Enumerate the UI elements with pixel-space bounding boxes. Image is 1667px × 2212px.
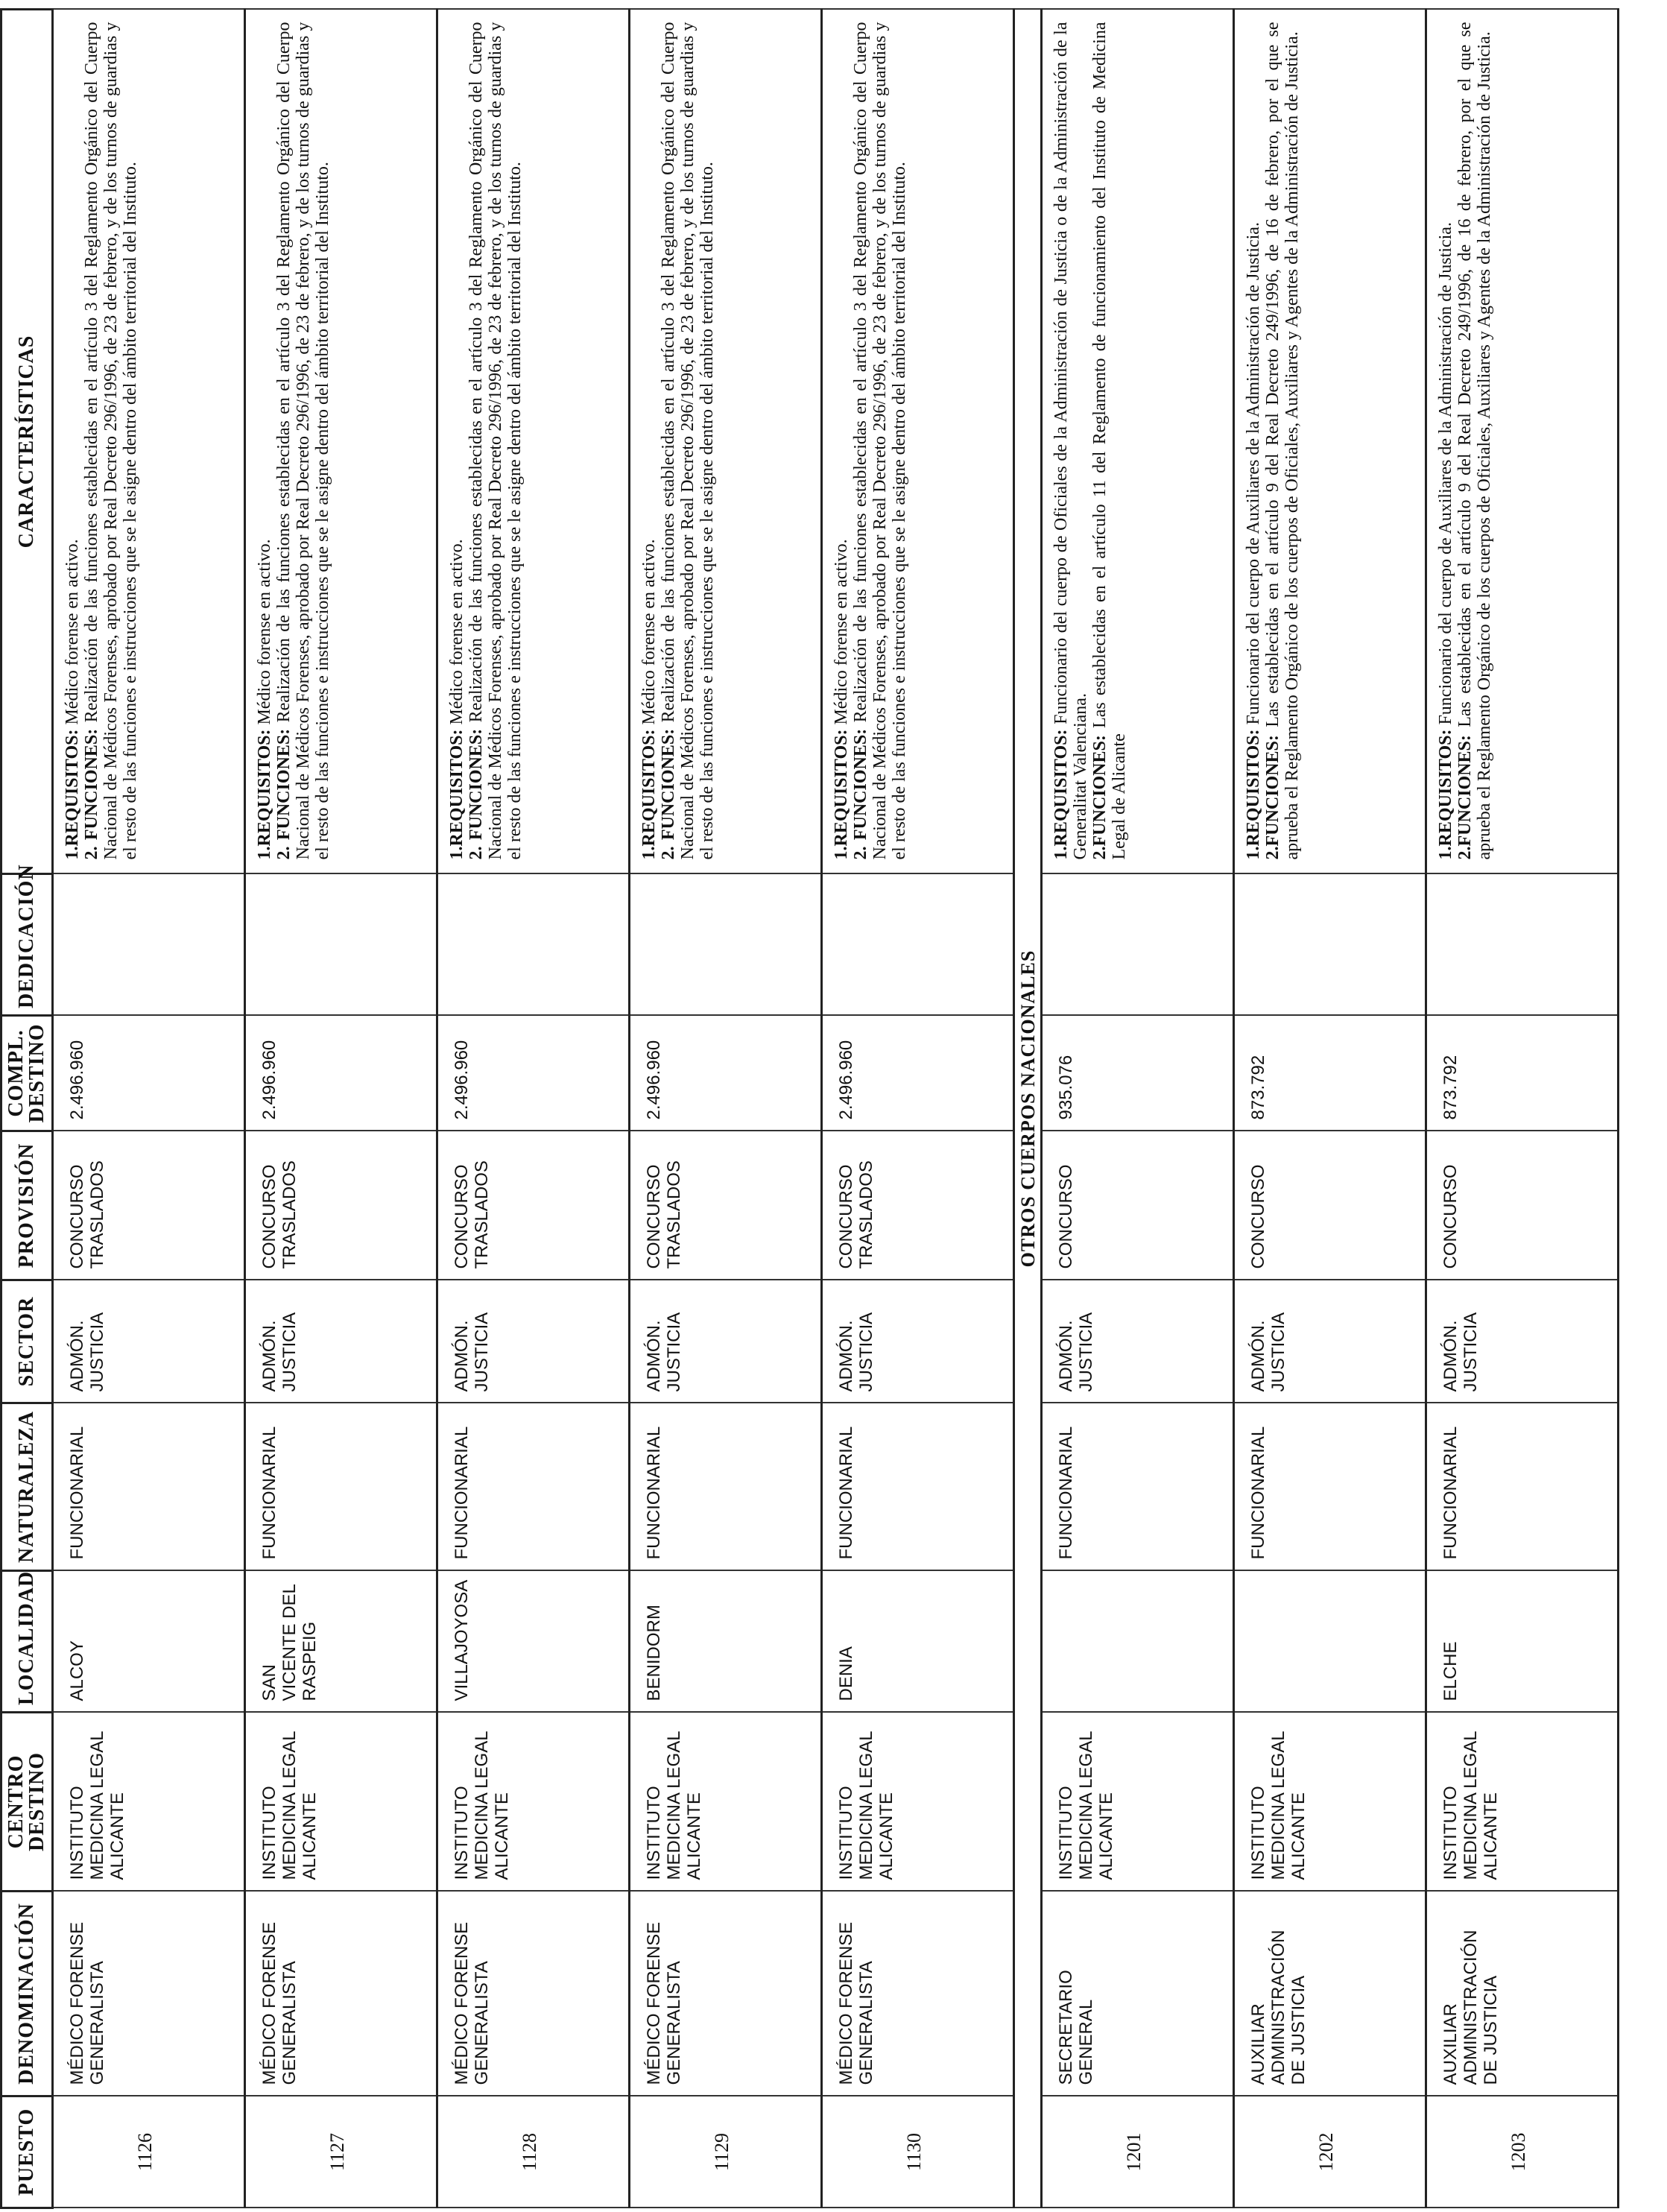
requisitos-text: Médico forense en activo. (639, 539, 659, 725)
cell-provision: CONCURSO (1426, 1131, 1619, 1280)
cell-dedicacion (245, 874, 437, 1016)
cell-denominacion: MÉDICO FORENSE GENERALISTA (630, 1892, 822, 2096)
cell-compl-destino: 2.496.960 (53, 1016, 245, 1131)
cell-provision: CONCURSO (1234, 1131, 1426, 1280)
cell-dedicacion (630, 874, 822, 1016)
table-row (822, 10, 1014, 2208)
requisitos-label: 1.REQUISITOS: (1436, 729, 1455, 860)
cell-puesto: 1201 (1042, 2096, 1234, 2208)
cell-sector: ADMÓN. JUSTICIA (437, 1280, 630, 1403)
other-rows (1042, 10, 1619, 2208)
cell-localidad: ALCOY (53, 1571, 245, 1713)
table-row (1234, 10, 1426, 2208)
cell-centro-destino: INSTITUTO MEDICINA LEGAL ALICANTE (1234, 1713, 1426, 1892)
cell-localidad: BENIDORM (630, 1571, 822, 1713)
funciones-text: Realización de las funciones establecidas en el artículo 3 del Reglamento Orgánico del Cuerpo Nacional de Médicos Forenses, aprobado por Real Decreto 296/1996, de 23 de febrero, y de los turnos de guardias y el resto de las funciones e instrucciones que se le asigne dentro del ámbito territorial del Instituto. (82, 22, 140, 860)
cell-puesto: 1127 (245, 2096, 437, 2208)
requisitos-text: Médico forense en activo. (63, 539, 82, 725)
cell-caracteristicas (437, 10, 630, 874)
table-row (245, 10, 437, 2208)
requisitos-label: 1.REQUISITOS: (1051, 729, 1071, 860)
funciones-text: Realización de las funciones establecidas en el artículo 3 del Reglamento Orgánico del Cuerpo Nacional de Médicos Forenses, aprobado por Real Decreto 296/1996, de 23 de febrero, y de los turnos de guardias y el resto de las funciones e instrucciones que se le asigne dentro del ámbito territorial del Instituto. (274, 22, 332, 860)
cell-naturaleza: FUNCIONARIAL (437, 1403, 630, 1571)
cell-compl-destino: 2.496.960 (437, 1016, 630, 1131)
cell-naturaleza: FUNCIONARIAL (53, 1403, 245, 1571)
cell-caracteristicas (245, 10, 437, 874)
requisitos-text: Médico forense en activo. (832, 539, 851, 725)
cell-centro-destino: INSTITUTO MEDICINA LEGAL ALICANTE (437, 1713, 630, 1892)
header-naturaleza: NATURALEZA (1, 1403, 53, 1571)
cell-localidad: DENIA (822, 1571, 1014, 1713)
header-denominacion: DENOMINACIÓN (1, 1892, 53, 2096)
funciones-text: Las establecidas en el artículo 9 del Real Decreto 249/1996, de 16 de febrero, por el que se aprueba el Reglamento Orgánico de los cuerpos de Oficiales, Auxiliares y Agentes de la Administración de Justicia. (1455, 22, 1494, 860)
cell-caracteristicas (630, 10, 822, 874)
section-row (1014, 10, 1042, 2208)
cell-dedicacion (53, 874, 245, 1016)
cell-localidad: ELCHE (1426, 1571, 1619, 1713)
cell-dedicacion (437, 874, 630, 1016)
cell-naturaleza: FUNCIONARIAL (1234, 1403, 1426, 1571)
cell-denominacion: SECRETARIO GENERAL (1042, 1892, 1234, 2096)
cell-centro-destino: INSTITUTO MEDICINA LEGAL ALICANTE (53, 1713, 245, 1892)
cell-denominacion: AUXILIAR ADMINISTRACIÓN DE JUSTICIA (1426, 1892, 1619, 2096)
cell-puesto: 1130 (822, 2096, 1014, 2208)
header-provision: PROVISIÓN (1, 1131, 53, 1280)
cell-puesto: 1128 (437, 2096, 630, 2208)
cell-sector: ADMÓN. JUSTICIA (53, 1280, 245, 1403)
requisitos-text: Funcionario del cuerpo de Auxiliares de la Administración de Justicia. (1436, 222, 1455, 725)
section-label: OTROS CUERPOS NACIONALES (1014, 10, 1042, 2208)
cell-caracteristicas (53, 10, 245, 874)
cell-provision: CONCURSO (1042, 1131, 1234, 1280)
cell-localidad: VILLAJOYOSA (437, 1571, 630, 1713)
cell-puesto: 1129 (630, 2096, 822, 2208)
funciones-text: Realización de las funciones establecidas en el artículo 3 del Reglamento Orgánico del Cuerpo Nacional de Médicos Forenses, aprobado por Real Decreto 296/1996, de 23 de febrero, y de los turnos de guardias y el resto de las funciones e instrucciones que se le asigne dentro del ámbito territorial del Instituto. (466, 22, 525, 860)
cell-denominacion: MÉDICO FORENSE GENERALISTA (822, 1892, 1014, 2096)
cell-denominacion: MÉDICO FORENSE GENERALISTA (53, 1892, 245, 2096)
cell-sector: ADMÓN. JUSTICIA (630, 1280, 822, 1403)
requisitos-label: 1.REQUISITOS: (447, 729, 466, 860)
cell-naturaleza: FUNCIONARIAL (245, 1403, 437, 1571)
cell-caracteristicas (822, 10, 1014, 874)
cell-caracteristicas (1042, 10, 1234, 874)
cell-sector: ADMÓN. JUSTICIA (245, 1280, 437, 1403)
cell-denominacion: MÉDICO FORENSE GENERALISTA (245, 1892, 437, 2096)
requisitos-text: Funcionario del cuerpo de Auxiliares de la Administración de Justicia. (1244, 222, 1263, 725)
cell-caracteristicas (1234, 10, 1426, 874)
funciones-text: Realización de las funciones establecidas en el artículo 3 del Reglamento Orgánico del Cuerpo Nacional de Médicos Forenses, aprobado por Real Decreto 296/1996, de 23 de febrero, y de los turnos de guardias y el resto de las funciones e instrucciones que se le asigne dentro del ámbito territorial del Instituto. (851, 22, 909, 860)
header-caracteristicas: CARACTERÍSTICAS (1, 10, 53, 874)
cell-provision: CONCURSO TRASLADOS (245, 1131, 437, 1280)
table-row (53, 10, 245, 2208)
forense-rows (53, 10, 1014, 2208)
cell-localidad: SAN VICENTE DEL RASPEIG (245, 1571, 437, 1713)
funciones-text: Las establecidas en el artículo 11 del Reglamento de funcionamiento del Instituto de Medicina Legal de Alicante (1090, 22, 1129, 860)
cell-puesto: 1126 (53, 2096, 245, 2208)
header-compl-destino: COMPL. DESTINO (1, 1016, 53, 1131)
cell-naturaleza: FUNCIONARIAL (822, 1403, 1014, 1571)
cell-sector: ADMÓN. JUSTICIA (1426, 1280, 1619, 1403)
cell-compl-destino: 2.496.960 (822, 1016, 1014, 1131)
requisitos-label: 1.REQUISITOS: (832, 729, 851, 860)
header-centro-destino: CENTRO DESTINO (1, 1713, 53, 1892)
funciones-label: 2. FUNCIONES: (82, 728, 101, 860)
funciones-label: 2. FUNCIONES: (659, 728, 678, 860)
cell-compl-destino: 873.792 (1234, 1016, 1426, 1131)
cell-sector: ADMÓN. JUSTICIA (822, 1280, 1014, 1403)
cell-naturaleza: FUNCIONARIAL (1426, 1403, 1619, 1571)
rotated-table-page (0, 3, 1667, 2209)
cell-puesto: 1202 (1234, 2096, 1426, 2208)
header-localidad: LOCALIDAD (1, 1571, 53, 1713)
cell-centro-destino: INSTITUTO MEDICINA LEGAL ALICANTE (1042, 1713, 1234, 1892)
cell-compl-destino: 2.496.960 (245, 1016, 437, 1131)
header-row (1, 10, 53, 2208)
requisitos-label: 1.REQUISITOS: (63, 729, 82, 860)
table-row (1042, 10, 1234, 2208)
section-separator (1014, 10, 1042, 2208)
cell-provision: CONCURSO TRASLADOS (437, 1131, 630, 1280)
cell-puesto: 1203 (1426, 2096, 1619, 2208)
funciones-label: 2. FUNCIONES: (851, 728, 870, 860)
cell-sector: ADMÓN. JUSTICIA (1234, 1280, 1426, 1403)
cell-caracteristicas (1426, 10, 1619, 874)
cell-dedicacion (1234, 874, 1426, 1016)
cell-denominacion: AUXILIAR ADMINISTRACIÓN DE JUSTICIA (1234, 1892, 1426, 2096)
cell-centro-destino: INSTITUTO MEDICINA LEGAL ALICANTE (245, 1713, 437, 1892)
header-sector: SECTOR (1, 1280, 53, 1403)
funciones-label: 2.FUNCIONES: (1263, 735, 1282, 860)
requisitos-text: Médico forense en activo. (255, 539, 274, 725)
positions-table (0, 8, 1619, 2209)
requisitos-text: Funcionario del cuerpo de Oficiales de la Administración de Justicia o de la Administración de la Generalitat Valenciana. (1051, 22, 1090, 860)
requisitos-label: 1.REQUISITOS: (1244, 729, 1263, 860)
table-row (1426, 10, 1619, 2208)
table-row (437, 10, 630, 2208)
requisitos-label: 1.REQUISITOS: (639, 729, 659, 860)
cell-sector: ADMÓN. JUSTICIA (1042, 1280, 1234, 1403)
cell-dedicacion (822, 874, 1014, 1016)
header-dedicacion: DEDICACIÓN (1, 874, 53, 1016)
cell-localidad (1042, 1571, 1234, 1713)
cell-provision: CONCURSO TRASLADOS (822, 1131, 1014, 1280)
funciones-text: Las establecidas en el artículo 9 del Real Decreto 249/1996, de 16 de febrero, por el que se aprueba el Reglamento Orgánico de los cuerpos de Oficiales, Auxiliares y Agentes de la Administración de Justicia. (1263, 22, 1302, 860)
cell-dedicacion (1426, 874, 1619, 1016)
cell-localidad (1234, 1571, 1426, 1713)
cell-naturaleza: FUNCIONARIAL (1042, 1403, 1234, 1571)
funciones-label: 2.FUNCIONES: (1455, 735, 1475, 860)
requisitos-label: 1.REQUISITOS: (255, 729, 274, 860)
cell-centro-destino: INSTITUTO MEDICINA LEGAL ALICANTE (630, 1713, 822, 1892)
funciones-label: 2. FUNCIONES: (466, 728, 486, 860)
cell-dedicacion (1042, 874, 1234, 1016)
cell-compl-destino: 935.076 (1042, 1016, 1234, 1131)
cell-provision: CONCURSO TRASLADOS (53, 1131, 245, 1280)
cell-compl-destino: 2.496.960 (630, 1016, 822, 1131)
cell-naturaleza: FUNCIONARIAL (630, 1403, 822, 1571)
funciones-label: 2.FUNCIONES: (1090, 735, 1110, 860)
cell-compl-destino: 873.792 (1426, 1016, 1619, 1131)
cell-denominacion: MÉDICO FORENSE GENERALISTA (437, 1892, 630, 2096)
cell-centro-destino: INSTITUTO MEDICINA LEGAL ALICANTE (822, 1713, 1014, 1892)
funciones-label: 2. FUNCIONES: (274, 728, 294, 860)
header-puesto: PUESTO (1, 2096, 53, 2208)
requisitos-text: Médico forense en activo. (447, 539, 466, 725)
funciones-text: Realización de las funciones establecidas en el artículo 3 del Reglamento Orgánico del Cuerpo Nacional de Médicos Forenses, aprobado por Real Decreto 296/1996, de 23 de febrero, y de los turnos de guardias y el resto de las funciones e instrucciones que se le asigne dentro del ámbito territorial del Instituto. (659, 22, 717, 860)
table-row (630, 10, 822, 2208)
cell-centro-destino: INSTITUTO MEDICINA LEGAL ALICANTE (1426, 1713, 1619, 1892)
cell-provision: CONCURSO TRASLADOS (630, 1131, 822, 1280)
